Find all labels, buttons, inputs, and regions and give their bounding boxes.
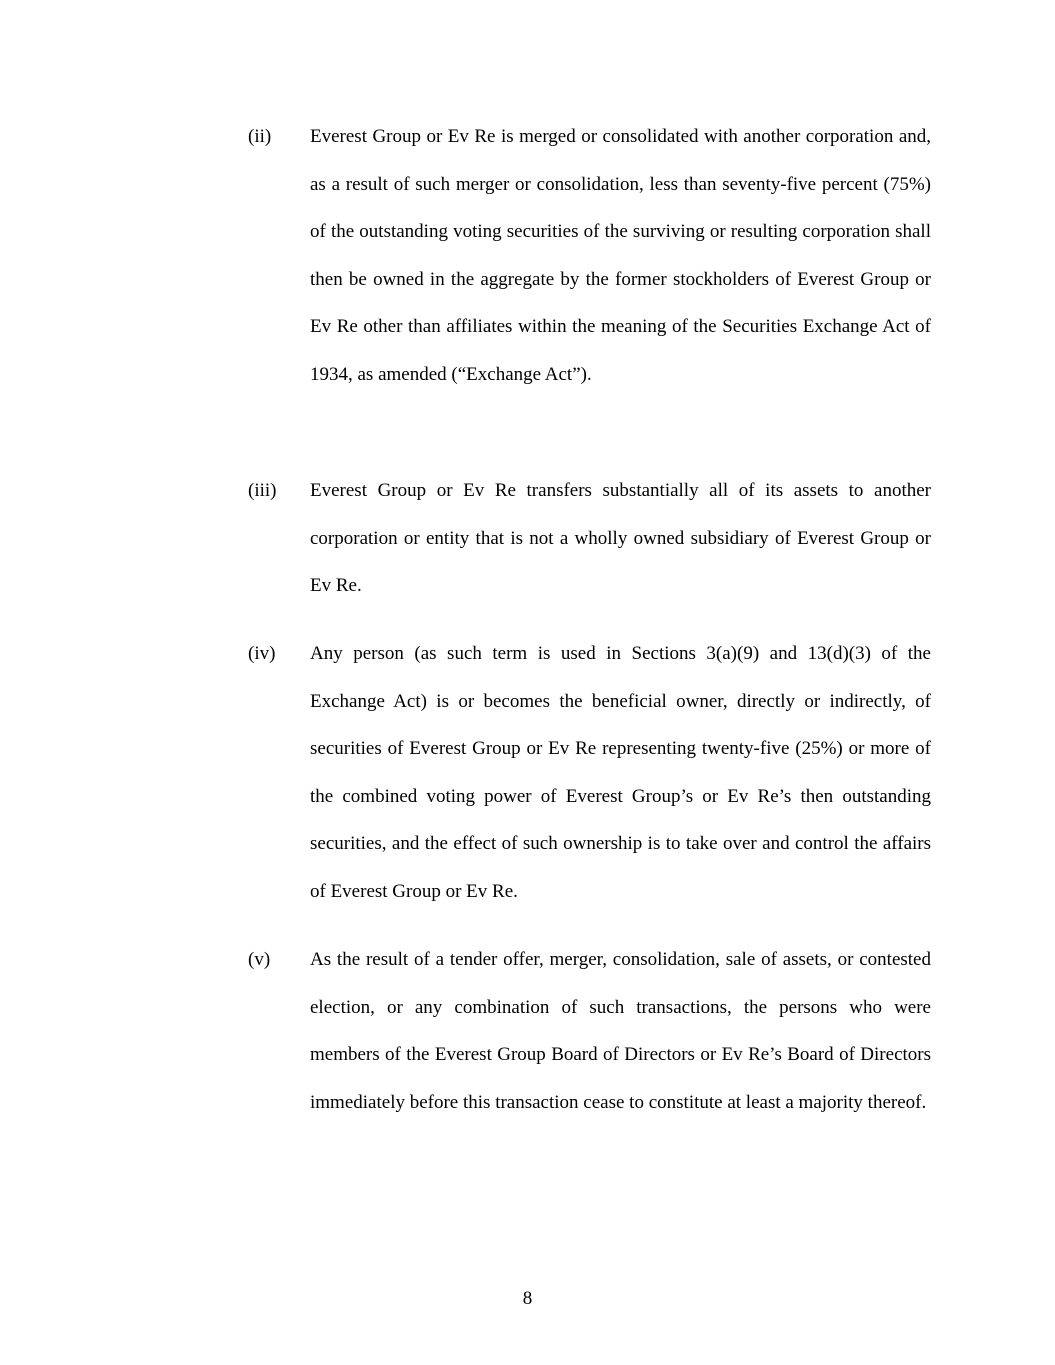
clause-number: (iii) [248,480,277,501]
clause-text: Everest Group or Ev Re is merged or consolidated with another corporation and, as a result of such merger or consolidation, less than seventy-five percent (75%) of the outstanding voting securities of the surviving or resulting corporation shall then be owned in the aggregate by the former stockholders of Everest Group or Ev Re other than affiliates within the meaning of the Securities Exchange Act of 1934, as amended (“Exchange Act”). [310,126,931,385]
clause-number: (v) [248,949,271,970]
clause-text: Everest Group or Ev Re transfers substantially all of its assets to another corporation or entity that is not a wholly owned subsidiary of Everest Group or Ev Re. [310,480,931,597]
clause-number: (ii) [248,126,272,147]
clause-text: As the result of a tender offer, merger, consolidation, sale of assets, or contested election, or any combination of such transactions, the persons who were members of the Everest Group Board of Directors or Ev Re’s Board of Directors immediately before this transaction cease to constitute at least a majority thereof. [310,949,931,1113]
clause-text: Any person (as such term is used in Sections 3(a)(9) and 13(d)(3) of the Exchange Act) is or becomes the beneficial owner, directly or indirectly, of securities of Everest Group or Ev Re representing twenty-five (25%) or more of the combined voting power of Everest Group’s or Ev Re’s then outstanding securities, and the effect of such ownership is to take over and control the affairs of Everest Group or Ev Re. [310,643,931,902]
page-number: 8 [522,1288,533,1309]
clause-number: (iv) [248,643,276,664]
